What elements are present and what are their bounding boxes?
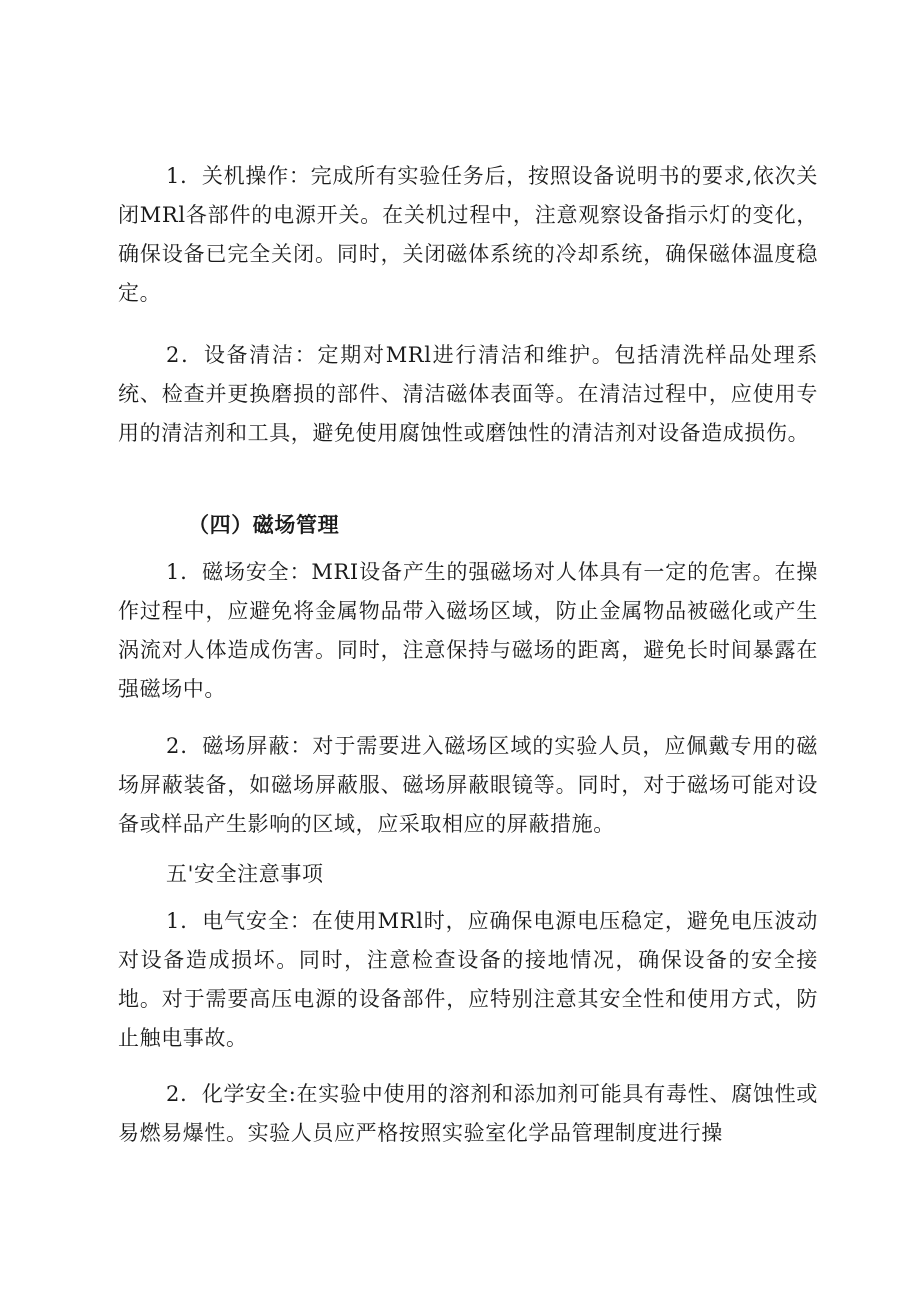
heading-safety-precautions: 五'安全注意事项 <box>166 862 324 886</box>
heading-magnetic-field-management: （四）磁场管理 <box>188 512 340 537</box>
paragraph-chemical-safety: 2．化学安全:在实验中使用的溶剂和添加剂可能具有毒性、腐蚀性或易燃易爆性。实验人员应严格按照实验室化学品管理制度进行操 <box>118 1082 818 1145</box>
paragraph-magnetic-field-shielding: 2．磁场屏蔽：对于需要进入磁场区域的实验人员，应佩戴专用的磁场屏蔽装备，如磁场屏蔽服、磁场屏蔽眼镜等。同时，对于磁场可能对设备或样品产生影响的区域，应采取相应的屏蔽措施。 <box>118 734 818 836</box>
paragraph-shutdown-operation: 1．关机操作：完成所有实验任务后，按照设备说明书的要求,依次关闭MRl各部件的电源开关。在关机过程中，注意观察设备指示灯的变化，确保设备已完全关闭。同时，关闭磁体系统的冷却系统，确保磁体温度稳定。 <box>118 164 818 305</box>
paragraph-magnetic-field-safety: 1．磁场安全：MRI设备产生的强磁场对人体具有一定的危害。在操作过程中，应避免将金属物品带入磁场区域，防止金属物品被磁化或产生涡流对人体造成伤害。同时，注意保持与磁场的距离，避免长时间暴露在强磁场中。 <box>118 560 818 701</box>
paragraph-equipment-cleaning: 2．设备清洁：定期对MRl进行清洁和维护。包括清洗样品处理系统、检查并更换磨损的部件、清洁磁体表面等。在清洁过程中，应使用专用的清洁剂和工具，避免使用腐蚀性或磨蚀性的清洁剂对设备造成损伤。 <box>118 343 818 445</box>
paragraph-electrical-safety: 1．电气安全：在使用MRl时，应确保电源电压稳定，避免电压波动对设备造成损坏。同时，注意检查设备的接地情况，确保设备的安全接地。对于需要高压电源的设备部件，应特别注意其安全性和使用方式，防止触电事故。 <box>118 909 818 1050</box>
